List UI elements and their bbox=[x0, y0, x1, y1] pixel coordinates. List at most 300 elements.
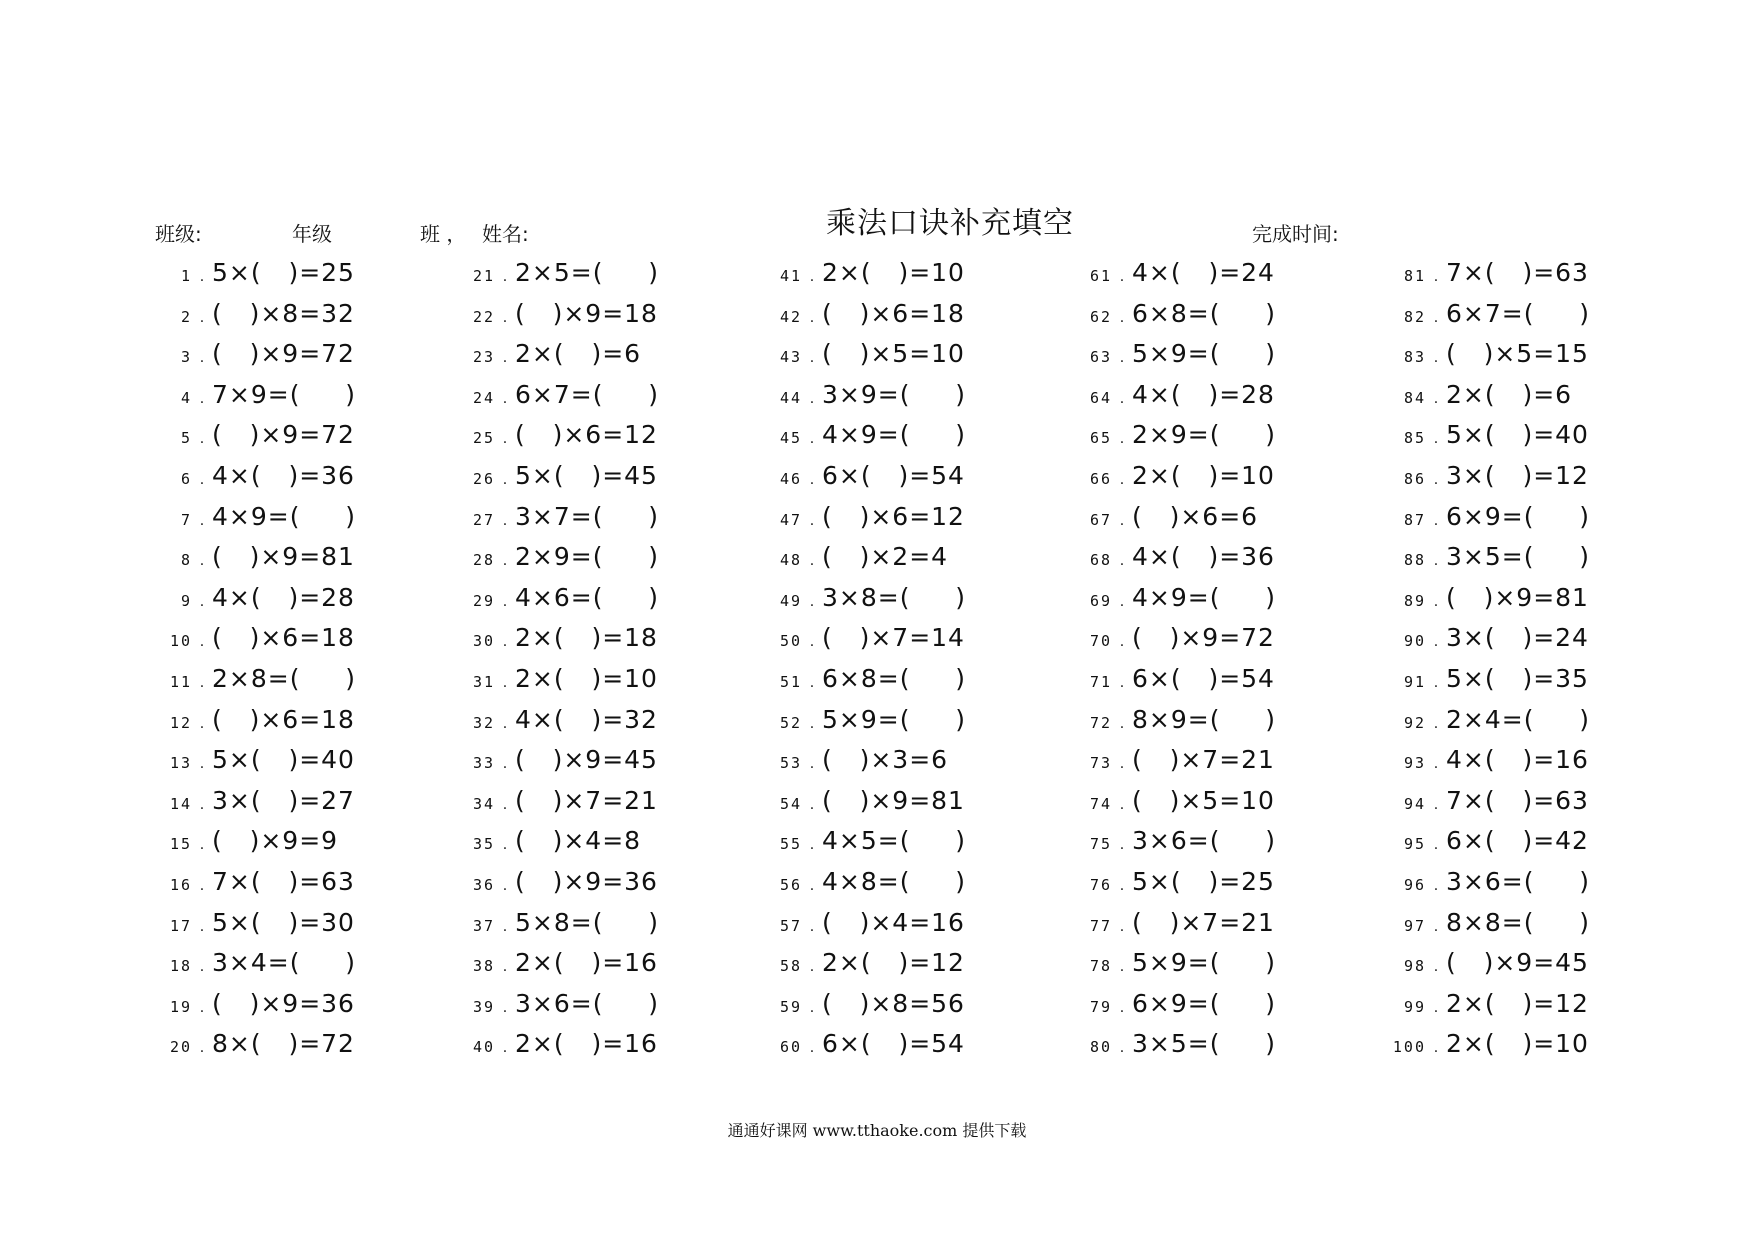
exercise-number: 19 bbox=[169, 997, 192, 1016]
completion-time-label: 完成时间: bbox=[1252, 222, 1339, 246]
exercise-row bbox=[152, 334, 356, 375]
number-separator: . bbox=[809, 999, 815, 1016]
exercise-row bbox=[152, 537, 356, 578]
exercise-number: 13 bbox=[169, 754, 192, 773]
exercise-number: 28 bbox=[472, 551, 495, 570]
exercise-number: 83 bbox=[1403, 348, 1426, 367]
exercise-equation: 2×( )=6 bbox=[515, 339, 642, 369]
exercise-equation: 2×( )=12 bbox=[1446, 988, 1589, 1018]
number-separator: . bbox=[502, 877, 508, 894]
exercise-equation: ( )×5=10 bbox=[1132, 785, 1275, 815]
exercise-equation: 6×9=( ) bbox=[1132, 988, 1276, 1018]
exercise-number: 47 bbox=[779, 510, 802, 529]
exercise-equation: ( )×7=21 bbox=[1132, 745, 1275, 775]
exercise-number: 76 bbox=[1089, 875, 1112, 894]
ban-label: 班 ， bbox=[420, 222, 467, 246]
exercise-row bbox=[1378, 862, 1590, 903]
exercise-row bbox=[762, 578, 966, 619]
number-separator: . bbox=[199, 269, 205, 285]
exercise-equation: 3×( )=27 bbox=[212, 785, 355, 815]
exercise-row bbox=[152, 497, 356, 538]
exercise-number: 46 bbox=[779, 469, 802, 488]
exercise-equation: 5×( )=40 bbox=[1446, 420, 1589, 450]
exercise-number: 48 bbox=[779, 551, 802, 570]
exercise-row bbox=[1378, 294, 1590, 335]
exercise-equation: 2×( )=10 bbox=[515, 663, 658, 693]
exercise-row bbox=[152, 1024, 356, 1065]
exercise-equation: ( )×5=15 bbox=[1446, 339, 1589, 369]
exercise-row bbox=[1378, 375, 1590, 416]
exercise-equation: 3×5=( ) bbox=[1132, 1029, 1276, 1059]
number-separator: . bbox=[1119, 1040, 1125, 1057]
exercise-equation: 2×( )=16 bbox=[515, 948, 658, 978]
exercise-row bbox=[455, 537, 659, 578]
exercise-equation: ( )×9=9 bbox=[212, 826, 339, 856]
number-separator: . bbox=[502, 593, 508, 610]
exercise-row bbox=[1072, 943, 1276, 984]
exercise-row bbox=[762, 984, 966, 1025]
exercise-equation: ( )×7=21 bbox=[515, 785, 658, 815]
exercise-number: 40 bbox=[472, 1038, 495, 1057]
exercise-number: 54 bbox=[779, 794, 802, 813]
number-separator: . bbox=[809, 837, 815, 854]
number-separator: . bbox=[199, 593, 205, 610]
exercise-number: 5 bbox=[180, 429, 192, 448]
exercise-number: 71 bbox=[1089, 672, 1112, 691]
exercise-number: 67 bbox=[1089, 510, 1112, 529]
number-separator: . bbox=[502, 715, 508, 732]
exercise-number: 9 bbox=[180, 591, 192, 610]
number-separator: . bbox=[809, 918, 815, 935]
exercise-equation: ( )×7=14 bbox=[822, 623, 965, 653]
number-separator: . bbox=[1433, 918, 1439, 935]
exercise-equation: 2×( )=10 bbox=[822, 258, 965, 287]
exercise-row bbox=[762, 294, 966, 335]
number-separator: . bbox=[199, 877, 205, 894]
exercise-number: 3 bbox=[180, 348, 192, 367]
exercise-number: 20 bbox=[169, 1038, 192, 1057]
exercise-row bbox=[1378, 253, 1590, 294]
exercise-number: 32 bbox=[472, 713, 495, 732]
exercise-equation: 5×( )=40 bbox=[212, 745, 355, 775]
number-separator: . bbox=[199, 390, 205, 407]
exercise-number: 38 bbox=[472, 957, 495, 976]
exercise-equation: 2×5=( ) bbox=[515, 258, 659, 287]
exercise-equation: ( )×9=72 bbox=[212, 339, 355, 369]
number-separator: . bbox=[199, 431, 205, 448]
exercise-row bbox=[1378, 700, 1590, 741]
exercise-number: 66 bbox=[1089, 469, 1112, 488]
number-separator: . bbox=[1119, 309, 1125, 326]
exercise-equation: 2×9=( ) bbox=[1132, 420, 1276, 450]
exercise-equation: 4×9=( ) bbox=[212, 501, 356, 531]
number-separator: . bbox=[1119, 471, 1125, 488]
exercise-row bbox=[455, 456, 659, 497]
number-separator: . bbox=[502, 390, 508, 407]
exercise-number: 86 bbox=[1403, 469, 1426, 488]
number-separator: . bbox=[1119, 999, 1125, 1016]
number-separator: . bbox=[1119, 877, 1125, 894]
exercise-row bbox=[1072, 294, 1276, 335]
exercise-number: 90 bbox=[1403, 632, 1426, 651]
exercise-equation: 8×8=( ) bbox=[1446, 907, 1590, 937]
exercise-equation: 8×( )=72 bbox=[212, 1029, 355, 1059]
exercise-row bbox=[455, 294, 659, 335]
exercise-equation: 3×( )=12 bbox=[1446, 460, 1589, 490]
exercise-column bbox=[1378, 253, 1590, 1065]
exercise-equation: 8×9=( ) bbox=[1132, 704, 1276, 734]
exercise-equation: ( )×6=12 bbox=[515, 420, 658, 450]
exercise-number: 82 bbox=[1403, 307, 1426, 326]
exercise-equation: ( )×8=56 bbox=[822, 988, 965, 1018]
exercise-equation: 2×( )=16 bbox=[515, 1029, 658, 1059]
exercise-row bbox=[762, 497, 966, 538]
exercise-row bbox=[1072, 821, 1276, 862]
exercise-number: 2 bbox=[180, 307, 192, 326]
number-separator: . bbox=[199, 634, 205, 651]
exercise-row bbox=[455, 375, 659, 416]
name-label: 姓名: bbox=[482, 222, 529, 246]
number-separator: . bbox=[502, 1040, 508, 1057]
exercise-row bbox=[1378, 415, 1590, 456]
exercise-row bbox=[455, 1024, 659, 1065]
exercise-equation: 3×6=( ) bbox=[1446, 866, 1590, 896]
exercise-equation: 3×4=( ) bbox=[212, 948, 356, 978]
exercise-equation: 3×9=( ) bbox=[822, 379, 966, 409]
exercise-row bbox=[455, 700, 659, 741]
number-separator: . bbox=[1433, 796, 1439, 813]
number-separator: . bbox=[1119, 431, 1125, 448]
exercise-number: 10 bbox=[169, 632, 192, 651]
number-separator: . bbox=[809, 715, 815, 732]
exercise-equation: 4×( )=32 bbox=[515, 704, 658, 734]
number-separator: . bbox=[809, 593, 815, 610]
exercise-number: 65 bbox=[1089, 429, 1112, 448]
exercise-row bbox=[152, 415, 356, 456]
exercise-equation: 4×( )=28 bbox=[212, 582, 355, 612]
number-separator: . bbox=[1119, 553, 1125, 570]
exercise-row bbox=[455, 659, 659, 700]
number-separator: . bbox=[199, 796, 205, 813]
exercise-number: 72 bbox=[1089, 713, 1112, 732]
exercise-number: 1 bbox=[180, 267, 192, 285]
number-separator: . bbox=[502, 918, 508, 935]
exercise-number: 74 bbox=[1089, 794, 1112, 813]
number-separator: . bbox=[199, 512, 205, 529]
exercise-equation: ( )×7=21 bbox=[1132, 907, 1275, 937]
exercise-row bbox=[1378, 578, 1590, 619]
exercise-number: 100 bbox=[1392, 1038, 1426, 1057]
number-separator: . bbox=[1433, 431, 1439, 448]
number-separator: . bbox=[1119, 918, 1125, 935]
exercise-row bbox=[152, 456, 356, 497]
exercise-number: 89 bbox=[1403, 591, 1426, 610]
exercise-number: 81 bbox=[1403, 267, 1426, 285]
number-separator: . bbox=[809, 350, 815, 367]
number-separator: . bbox=[809, 390, 815, 407]
number-separator: . bbox=[199, 715, 205, 732]
exercise-number: 62 bbox=[1089, 307, 1112, 326]
exercise-row bbox=[152, 903, 356, 944]
exercise-equation: 7×( )=63 bbox=[212, 866, 355, 896]
exercise-row bbox=[152, 943, 356, 984]
exercise-equation: 4×8=( ) bbox=[822, 866, 966, 896]
exercise-number: 49 bbox=[779, 591, 802, 610]
exercise-row bbox=[455, 334, 659, 375]
exercise-row bbox=[152, 253, 356, 294]
exercise-number: 52 bbox=[779, 713, 802, 732]
number-separator: . bbox=[809, 877, 815, 894]
exercise-row bbox=[762, 659, 966, 700]
exercise-equation: 4×( )=36 bbox=[1132, 542, 1275, 572]
number-separator: . bbox=[809, 756, 815, 773]
exercise-number: 55 bbox=[779, 835, 802, 854]
number-separator: . bbox=[502, 796, 508, 813]
exercise-equation: 3×6=( ) bbox=[1132, 826, 1276, 856]
exercise-equation: ( )×9=81 bbox=[1446, 582, 1589, 612]
exercise-row bbox=[1072, 659, 1276, 700]
exercise-number: 43 bbox=[779, 348, 802, 367]
exercise-number: 29 bbox=[472, 591, 495, 610]
exercise-equation: 5×( )=25 bbox=[212, 258, 355, 287]
exercise-equation: 4×6=( ) bbox=[515, 582, 659, 612]
exercise-row bbox=[1072, 984, 1276, 1025]
exercise-equation: 3×7=( ) bbox=[515, 501, 659, 531]
exercise-row bbox=[455, 943, 659, 984]
number-separator: . bbox=[809, 553, 815, 570]
exercise-row bbox=[455, 618, 659, 659]
number-separator: . bbox=[502, 553, 508, 570]
exercise-number: 98 bbox=[1403, 957, 1426, 976]
exercise-equation: 4×( )=28 bbox=[1132, 379, 1275, 409]
exercise-row bbox=[762, 1024, 966, 1065]
number-separator: . bbox=[199, 756, 205, 773]
number-separator: . bbox=[809, 1040, 815, 1057]
exercise-equation: 6×( )=42 bbox=[1446, 826, 1589, 856]
exercise-number: 26 bbox=[472, 469, 495, 488]
number-separator: . bbox=[199, 999, 205, 1016]
exercise-number: 57 bbox=[779, 916, 802, 935]
exercise-number: 88 bbox=[1403, 551, 1426, 570]
exercise-equation: 2×( )=10 bbox=[1446, 1029, 1589, 1059]
exercise-number: 39 bbox=[472, 997, 495, 1016]
number-separator: . bbox=[502, 350, 508, 367]
exercise-equation: 2×( )=18 bbox=[515, 623, 658, 653]
exercise-equation: 7×( )=63 bbox=[1446, 258, 1589, 287]
exercise-row bbox=[1072, 537, 1276, 578]
exercise-number: 60 bbox=[779, 1038, 802, 1057]
exercise-equation: 3×5=( ) bbox=[1446, 542, 1590, 572]
exercise-number: 42 bbox=[779, 307, 802, 326]
exercise-equation: 6×7=( ) bbox=[515, 379, 659, 409]
exercise-column bbox=[762, 253, 966, 1065]
exercise-number: 50 bbox=[779, 632, 802, 651]
exercise-number: 22 bbox=[472, 307, 495, 326]
number-separator: . bbox=[1433, 959, 1439, 976]
number-separator: . bbox=[1119, 756, 1125, 773]
number-separator: . bbox=[199, 471, 205, 488]
exercise-equation: ( )×6=12 bbox=[822, 501, 965, 531]
exercise-row bbox=[152, 821, 356, 862]
exercise-row bbox=[762, 700, 966, 741]
exercise-row bbox=[762, 375, 966, 416]
exercise-row bbox=[1072, 253, 1276, 294]
exercise-row bbox=[762, 456, 966, 497]
exercise-number: 68 bbox=[1089, 551, 1112, 570]
exercise-number: 31 bbox=[472, 672, 495, 691]
exercise-row bbox=[1378, 943, 1590, 984]
number-separator: . bbox=[1433, 715, 1439, 732]
exercise-row bbox=[762, 334, 966, 375]
exercise-equation: 6×9=( ) bbox=[1446, 501, 1590, 531]
exercise-equation: 2×( )=6 bbox=[1446, 379, 1573, 409]
exercise-row bbox=[1072, 1024, 1276, 1065]
number-separator: . bbox=[502, 634, 508, 651]
exercise-number: 94 bbox=[1403, 794, 1426, 813]
number-separator: . bbox=[1433, 593, 1439, 610]
exercise-row bbox=[1072, 334, 1276, 375]
exercise-equation: ( )×9=81 bbox=[822, 785, 965, 815]
exercise-equation: 4×( )=36 bbox=[212, 460, 355, 490]
exercise-number: 30 bbox=[472, 632, 495, 651]
number-separator: . bbox=[1433, 390, 1439, 407]
exercise-row bbox=[152, 375, 356, 416]
exercise-number: 80 bbox=[1089, 1038, 1112, 1057]
exercise-row bbox=[1072, 740, 1276, 781]
exercise-equation: 6×7=( ) bbox=[1446, 298, 1590, 328]
exercise-row bbox=[1072, 903, 1276, 944]
exercise-equation: 4×( )=24 bbox=[1132, 258, 1275, 287]
exercise-row bbox=[762, 253, 966, 294]
exercise-column bbox=[152, 253, 356, 1065]
number-separator: . bbox=[502, 674, 508, 691]
exercise-row bbox=[762, 862, 966, 903]
exercise-row bbox=[152, 862, 356, 903]
exercise-number: 8 bbox=[180, 551, 192, 570]
exercise-equation: 5×( )=30 bbox=[212, 907, 355, 937]
exercise-row bbox=[1072, 375, 1276, 416]
exercise-number: 24 bbox=[472, 388, 495, 407]
exercise-row bbox=[152, 294, 356, 335]
exercise-row bbox=[1378, 1024, 1590, 1065]
exercise-number: 87 bbox=[1403, 510, 1426, 529]
exercise-row bbox=[152, 618, 356, 659]
exercise-row bbox=[455, 578, 659, 619]
exercise-row bbox=[762, 618, 966, 659]
exercise-row bbox=[1072, 497, 1276, 538]
exercise-equation: 5×8=( ) bbox=[515, 907, 659, 937]
number-separator: . bbox=[809, 309, 815, 326]
exercise-number: 4 bbox=[180, 388, 192, 407]
exercise-equation: ( )×9=72 bbox=[212, 420, 355, 450]
number-separator: . bbox=[1433, 999, 1439, 1016]
exercise-number: 78 bbox=[1089, 957, 1112, 976]
number-separator: . bbox=[502, 999, 508, 1016]
exercise-number: 33 bbox=[472, 754, 495, 773]
number-separator: . bbox=[809, 796, 815, 813]
number-separator: . bbox=[809, 512, 815, 529]
number-separator: . bbox=[809, 431, 815, 448]
exercise-equation: 4×5=( ) bbox=[822, 826, 966, 856]
exercise-equation: 2×4=( ) bbox=[1446, 704, 1590, 734]
number-separator: . bbox=[1119, 715, 1125, 732]
exercise-row bbox=[455, 415, 659, 456]
number-separator: . bbox=[1119, 634, 1125, 651]
exercise-row bbox=[152, 740, 356, 781]
exercise-equation: 2×( )=10 bbox=[1132, 460, 1275, 490]
exercise-equation: 5×9=( ) bbox=[1132, 339, 1276, 369]
exercise-number: 85 bbox=[1403, 429, 1426, 448]
exercise-equation: ( )×2=4 bbox=[822, 542, 949, 572]
exercise-equation: ( )×6=18 bbox=[212, 704, 355, 734]
exercise-number: 17 bbox=[169, 916, 192, 935]
number-separator: . bbox=[1433, 877, 1439, 894]
exercise-equation: 4×( )=16 bbox=[1446, 745, 1589, 775]
number-separator: . bbox=[1433, 269, 1439, 285]
exercise-number: 37 bbox=[472, 916, 495, 935]
exercise-number: 70 bbox=[1089, 632, 1112, 651]
number-separator: . bbox=[1433, 756, 1439, 773]
exercise-number: 11 bbox=[169, 672, 192, 691]
exercise-equation: ( )×9=45 bbox=[1446, 948, 1589, 978]
exercise-equation: 6×( )=54 bbox=[822, 1029, 965, 1059]
class-label: 班级: bbox=[155, 222, 202, 246]
number-separator: . bbox=[1433, 1040, 1439, 1057]
exercise-equation: 3×6=( ) bbox=[515, 988, 659, 1018]
number-separator: . bbox=[1433, 512, 1439, 529]
number-separator: . bbox=[502, 269, 508, 285]
exercise-number: 93 bbox=[1403, 754, 1426, 773]
exercise-number: 35 bbox=[472, 835, 495, 854]
exercise-equation: 6×8=( ) bbox=[822, 663, 966, 693]
exercise-row bbox=[1072, 781, 1276, 822]
exercise-number: 25 bbox=[472, 429, 495, 448]
exercise-number: 27 bbox=[472, 510, 495, 529]
exercise-equation: ( )×6=18 bbox=[212, 623, 355, 653]
exercise-equation: ( )×9=45 bbox=[515, 745, 658, 775]
exercise-equation: 5×( )=45 bbox=[515, 460, 658, 490]
exercise-equation: 6×( )=54 bbox=[1132, 663, 1275, 693]
exercise-equation: 2×9=( ) bbox=[515, 542, 659, 572]
number-separator: . bbox=[1119, 674, 1125, 691]
exercise-equation: 2×8=( ) bbox=[212, 663, 356, 693]
exercise-number: 34 bbox=[472, 794, 495, 813]
exercise-number: 63 bbox=[1089, 348, 1112, 367]
number-separator: . bbox=[1433, 553, 1439, 570]
number-separator: . bbox=[199, 959, 205, 976]
exercise-number: 59 bbox=[779, 997, 802, 1016]
exercise-number: 84 bbox=[1403, 388, 1426, 407]
exercise-equation: ( )×9=81 bbox=[212, 542, 355, 572]
exercise-number: 73 bbox=[1089, 754, 1112, 773]
page-title: 乘法口诀补充填空 bbox=[826, 206, 1074, 241]
number-separator: . bbox=[199, 309, 205, 326]
number-separator: . bbox=[809, 674, 815, 691]
number-separator: . bbox=[199, 350, 205, 367]
exercise-row bbox=[1072, 862, 1276, 903]
number-separator: . bbox=[1433, 674, 1439, 691]
number-separator: . bbox=[502, 471, 508, 488]
exercise-row bbox=[762, 821, 966, 862]
exercise-number: 69 bbox=[1089, 591, 1112, 610]
number-separator: . bbox=[199, 674, 205, 691]
exercise-row bbox=[1072, 578, 1276, 619]
footer-credit: 通通好课网 www.tthaoke.com 提供下载 bbox=[727, 1121, 1027, 1140]
exercise-row bbox=[455, 781, 659, 822]
exercise-number: 95 bbox=[1403, 835, 1426, 854]
number-separator: . bbox=[199, 553, 205, 570]
exercise-equation: ( )×9=36 bbox=[515, 866, 658, 896]
